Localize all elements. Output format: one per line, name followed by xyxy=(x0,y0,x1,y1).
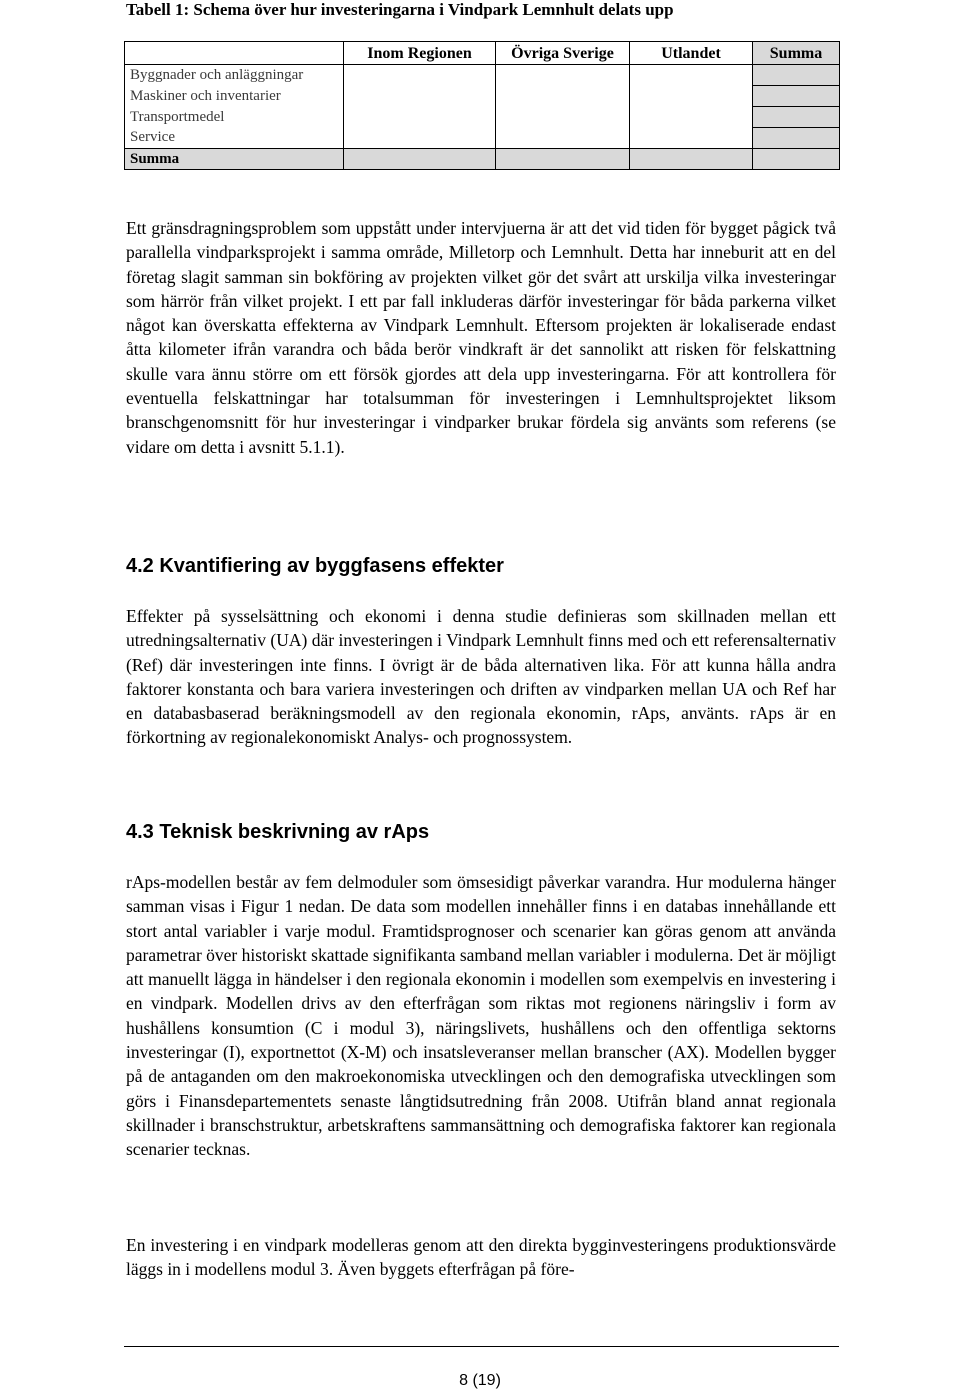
table-cell xyxy=(496,65,630,149)
table-header-cell: Inom Regionen xyxy=(344,42,496,65)
table-cell xyxy=(630,149,753,170)
table-header-cell: Övriga Sverige xyxy=(496,42,630,65)
paragraph: Effekter på sysselsättning och ekonomi i denna studie definieras som skillnaden mellan ett utredningsalternativ (UA) där investeringen i Vindpark Lemnhult finns med och ett referensalternativ (Ref) där investeringen inte finns. I övrigt är de båda alternativen lika. För att kunna hålla andra faktorer konstanta och bara variera investeringen och driften av vindparken mellan UA och Ref har en databasbaserad beräkningsmodell av den regionala ekonomin, rAps, använts. rAps är en förkortning av regionalekonomiskt Analys- och prognossystem. xyxy=(126,606,836,748)
table-cell xyxy=(753,65,840,86)
table-cell xyxy=(496,149,630,170)
table-header-row xyxy=(125,42,840,65)
table-cell xyxy=(753,128,840,149)
row-label: Summa xyxy=(125,149,344,170)
row-label: Maskiner och inventarier xyxy=(125,86,344,107)
section-heading: 4.3 Teknisk beskrivning av rAps xyxy=(126,821,430,843)
table-cell xyxy=(753,86,840,107)
page-number: 8 (19) xyxy=(459,1372,501,1389)
table-cell xyxy=(753,107,840,128)
table-header-cell xyxy=(125,42,344,65)
investment-schema-table xyxy=(124,41,840,170)
table-header-cell: Summa xyxy=(753,42,840,65)
paragraph: rAps-modellen består av fem delmoduler som ömsesidigt påverkar varandra. Hur modulerna hänger samman visas i Figur 1 nedan. De data som modellen innehåller finns i en databas innehållande ett stort antal variabler i varje modul. Framtidsprognoser och scenarier kan göras genom att använda parametrar över historiskt skattade signifikanta samband mellan variabler i modulerna. Det är möjligt att manuellt lägga in händelser i den regionala ekonomin i modellen som exempelvis en investering i en vindpark. Modellen drivs av den efterfrågan som riktas mot regionens näringsliv i form av hushållens konsumtion (C i modul 3), näringslivets, hushållens och den offentliga sektorns investeringar (I), exportnettot (X-M) och insatsleveranser mellan branscher (AX). Modellen bygger på de antaganden om den makroekonomiska utvecklingen och den demografiska utvecklingen som görs i Finansdepartementets senaste långtidsutredning från 2008. Utifrån bland annat regionala skillnader i branschstruktur, arbetskraftens sammansättning och demografiska faktorer kan regionala scenarier tecknas. xyxy=(126,872,836,1160)
row-label: Transportmedel xyxy=(125,107,344,128)
row-label: Service xyxy=(125,128,344,149)
table-row xyxy=(125,149,840,170)
table-cell xyxy=(630,65,753,149)
table-cell xyxy=(344,65,496,149)
table-cell xyxy=(344,149,496,170)
paragraph: Ett gränsdragningsproblem som uppstått under intervjuerna är att det vid tiden för bygget pågick två parallella vindparksprojekt i samma område, Milletorp och Lemnhult. Detta har inneburit att en del företag slagit samman sin bokföring av projekten vilket gör det svårt att urskilja vilka investeringar som härrör från vilket projekt. I ett par fall inkluderas därför investeringar för båda parkerna vilket något kan överskatta effekterna av Vindpark Lemnhult. Eftersom projekten är lokaliserade endast åtta kilometer ifrån varandra och båda berör vindkraft är det sannolikt att risken för felskattning skulle vara ännu större om ett försök gjordes att dela upp investeringarna. För att kontrollera för eventuella felskattningar har totalsumman för investeringen i Lemnhultsprojektet liksom branschgenomsnitt för hur investeringar i vindparker brukar fördela sig använts som referens (se vidare om detta i avsnitt 5.1.1). xyxy=(126,218,836,457)
table-cell xyxy=(753,149,840,170)
table-caption: Tabell 1: Schema över hur investeringarna i Vindpark Lemnhult delats upp xyxy=(126,0,674,19)
paragraph: En investering i en vindpark modelleras genom att den direkta bygginvesteringens produktionsvärde läggs in i modellens modul 3. Även byggets efterfrågan på före- xyxy=(126,1235,836,1280)
row-label: Byggnader och anläggningar xyxy=(125,65,344,86)
table-row xyxy=(125,65,840,86)
section-heading: 4.2 Kvantifiering av byggfasens effekter xyxy=(126,555,504,577)
footer-divider xyxy=(124,1346,839,1347)
table-header-cell: Utlandet xyxy=(630,42,753,65)
